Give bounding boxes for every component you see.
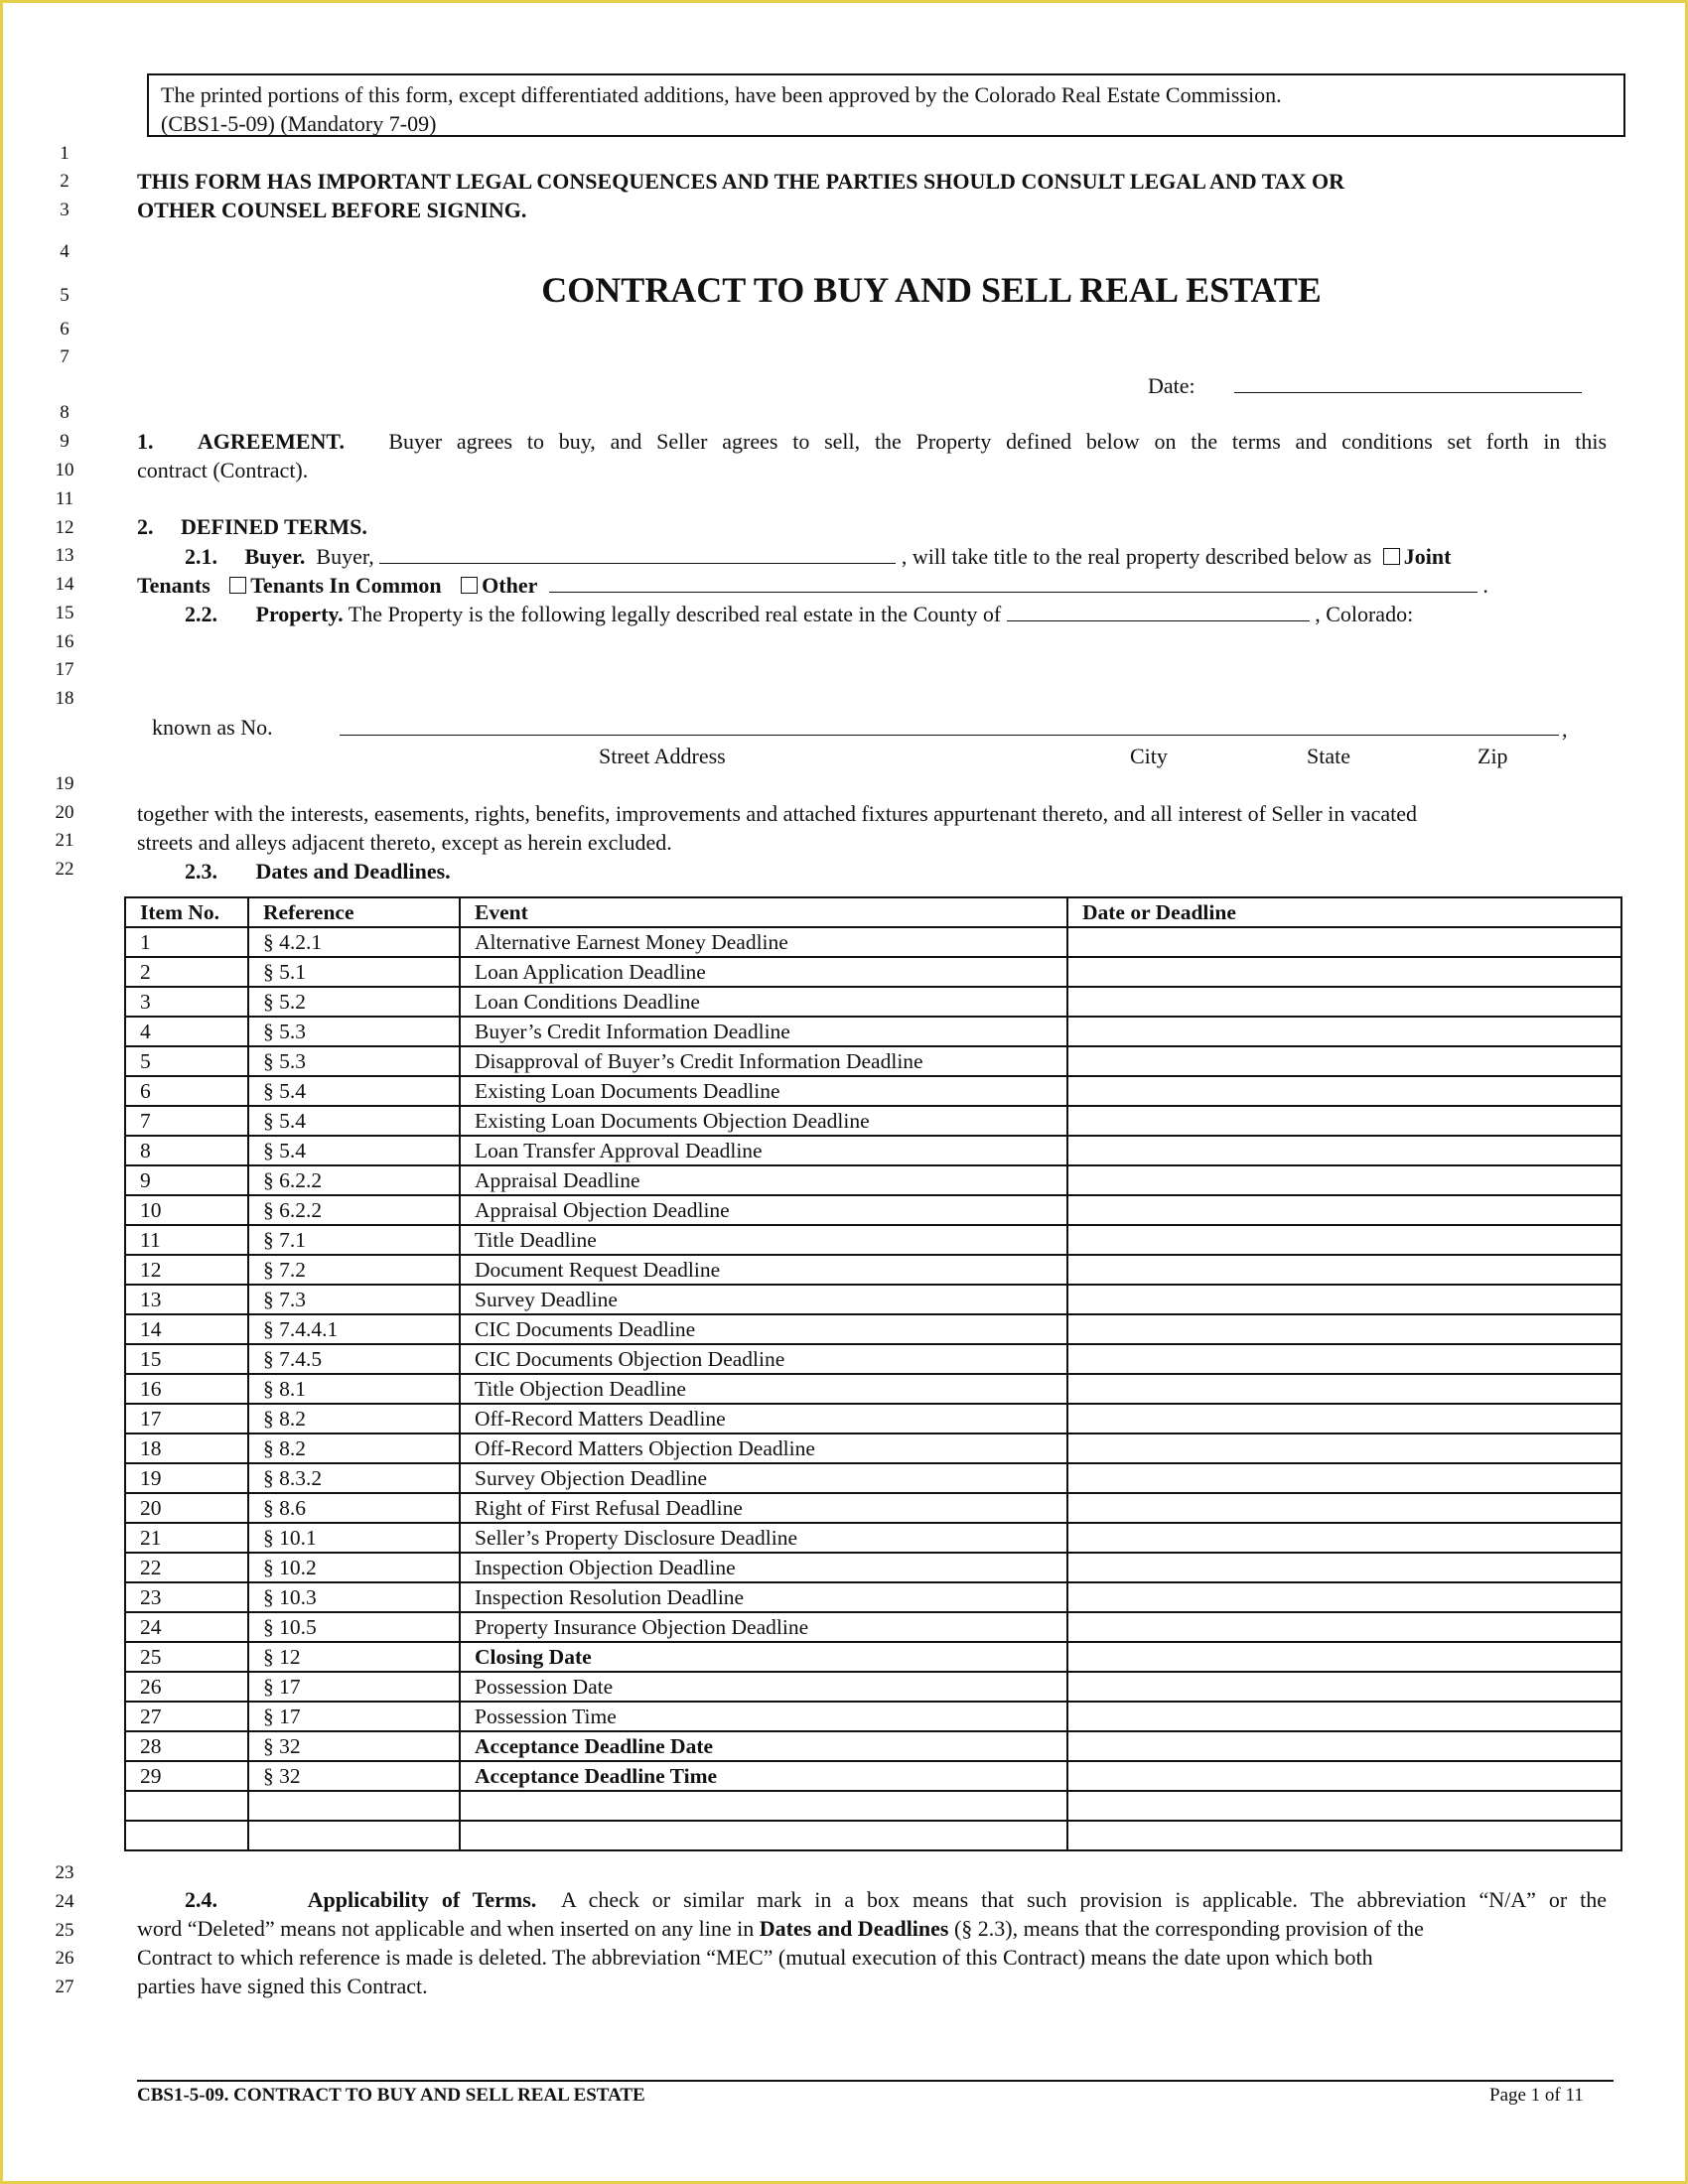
date-deadline-cell[interactable] bbox=[1067, 1136, 1621, 1165]
item-no-cell: 27 bbox=[125, 1702, 248, 1731]
date-deadline-cell[interactable] bbox=[1067, 1821, 1621, 1850]
table-row bbox=[125, 1463, 1621, 1493]
section24-line4: parties have signed this Contract. bbox=[137, 1974, 428, 1998]
item-no-cell: 26 bbox=[125, 1672, 248, 1702]
line-number: 15 bbox=[55, 603, 74, 623]
date-deadline-cell[interactable] bbox=[1067, 1761, 1621, 1791]
reference-cell: § 7.4.5 bbox=[248, 1344, 460, 1374]
document-title: CONTRACT TO BUY AND SELL REAL ESTATE bbox=[541, 270, 1322, 310]
event-cell: Right of First Refusal Deadline bbox=[460, 1493, 1067, 1523]
footer-page-number: Page 1 of 11 bbox=[1489, 2085, 1584, 2106]
event-cell: Existing Loan Documents Deadline bbox=[460, 1076, 1067, 1106]
line-number: 22 bbox=[55, 859, 74, 880]
item-no-cell: 23 bbox=[125, 1582, 248, 1612]
line-number: 26 bbox=[55, 1948, 74, 1969]
table-header-row bbox=[125, 897, 1621, 927]
section22-line bbox=[185, 599, 1413, 628]
section21-heading: Buyer. bbox=[244, 544, 306, 569]
date-deadline-cell[interactable] bbox=[1067, 1195, 1621, 1225]
date-deadline-cell[interactable] bbox=[1067, 1463, 1621, 1493]
reference-cell: § 5.4 bbox=[248, 1106, 460, 1136]
reference-cell: § 5.2 bbox=[248, 987, 460, 1017]
legal-warning-line2: OTHER COUNSEL BEFORE SIGNING. bbox=[137, 198, 527, 222]
item-no-cell: 2 bbox=[125, 957, 248, 987]
line-number: 3 bbox=[60, 200, 70, 220]
table-row bbox=[125, 1195, 1621, 1225]
address-comma: , bbox=[1562, 717, 1568, 742]
table-row bbox=[125, 1761, 1621, 1791]
event-cell: Appraisal Deadline bbox=[460, 1165, 1067, 1195]
line-number: 9 bbox=[60, 431, 70, 452]
table-row bbox=[125, 1255, 1621, 1285]
tenants-in-common-label: Tenants In Common bbox=[250, 573, 442, 598]
line-number: 12 bbox=[55, 517, 74, 538]
table-row bbox=[125, 1672, 1621, 1702]
other-tenancy-line[interactable] bbox=[549, 570, 1477, 593]
reference-cell: § 5.4 bbox=[248, 1136, 460, 1165]
item-no-cell: 3 bbox=[125, 987, 248, 1017]
event-cell: CIC Documents Deadline bbox=[460, 1314, 1067, 1344]
line-number: 19 bbox=[55, 773, 74, 794]
item-no-cell: 29 bbox=[125, 1761, 248, 1791]
event-cell bbox=[460, 1791, 1067, 1821]
section24-text2a: word “Deleted” means not applicable and when inserted on any line in bbox=[137, 1916, 755, 1941]
table-row bbox=[125, 1225, 1621, 1255]
line-number: 24 bbox=[55, 1891, 74, 1912]
event-cell bbox=[460, 1821, 1067, 1850]
street-address-line[interactable] bbox=[340, 735, 1559, 736]
line-number: 17 bbox=[55, 659, 74, 680]
date-deadline-cell[interactable] bbox=[1067, 1106, 1621, 1136]
section21-line1 bbox=[185, 541, 1607, 571]
buyer-name-line[interactable] bbox=[379, 541, 896, 564]
joint-label: Joint bbox=[1403, 544, 1452, 569]
line-number: 11 bbox=[55, 488, 74, 509]
section1-heading: AGREEMENT. bbox=[197, 429, 345, 454]
date-deadline-cell[interactable] bbox=[1067, 1344, 1621, 1374]
table-row bbox=[125, 1106, 1621, 1136]
reference-cell: § 6.2.2 bbox=[248, 1165, 460, 1195]
line-number: 8 bbox=[60, 402, 70, 423]
date-deadline-cell[interactable] bbox=[1067, 1612, 1621, 1642]
table-row bbox=[125, 957, 1621, 987]
item-no-cell: 16 bbox=[125, 1374, 248, 1404]
date-deadline-cell[interactable] bbox=[1067, 1076, 1621, 1106]
line-number: 6 bbox=[60, 319, 70, 340]
table-row bbox=[125, 927, 1621, 957]
event-cell: Document Request Deadline bbox=[460, 1255, 1067, 1285]
section21-number: 2.1. bbox=[185, 544, 217, 569]
table-row bbox=[125, 1821, 1621, 1850]
event-cell: Inspection Resolution Deadline bbox=[460, 1582, 1067, 1612]
header-event: Event bbox=[460, 897, 1067, 927]
section24-text2c: (§ 2.3), means that the corresponding provision of the bbox=[953, 1916, 1424, 1941]
date-deadline-cell[interactable] bbox=[1067, 957, 1621, 987]
item-no-cell: 15 bbox=[125, 1344, 248, 1374]
reference-cell: § 10.1 bbox=[248, 1523, 460, 1553]
date-deadline-cell[interactable] bbox=[1067, 1523, 1621, 1553]
section21-line2: Tenants Tenants In Common Other . bbox=[137, 570, 1488, 600]
event-cell: Existing Loan Documents Objection Deadline bbox=[460, 1106, 1067, 1136]
item-no-cell: 10 bbox=[125, 1195, 248, 1225]
reference-cell: § 8.2 bbox=[248, 1433, 460, 1463]
item-no-cell: 28 bbox=[125, 1731, 248, 1761]
item-no-cell: 19 bbox=[125, 1463, 248, 1493]
reference-cell: § 5.3 bbox=[248, 1046, 460, 1076]
item-no-cell bbox=[125, 1791, 248, 1821]
item-no-cell: 13 bbox=[125, 1285, 248, 1314]
event-cell: Loan Conditions Deadline bbox=[460, 987, 1067, 1017]
section21-buyer-label: Buyer, bbox=[316, 544, 374, 569]
line-number: 27 bbox=[55, 1977, 74, 1997]
reference-cell: § 32 bbox=[248, 1761, 460, 1791]
section2-title: DEFINED TERMS. bbox=[181, 514, 367, 539]
together-line1: together with the interests, easements, rights, benefits, improvements and attached fixtures appurtenant thereto, and all interest of Seller in vacated bbox=[137, 801, 1418, 826]
table-row bbox=[125, 1404, 1621, 1433]
event-cell: Title Objection Deadline bbox=[460, 1374, 1067, 1404]
event-cell: Seller’s Property Disclosure Deadline bbox=[460, 1523, 1067, 1553]
event-cell: Loan Transfer Approval Deadline bbox=[460, 1136, 1067, 1165]
line-number: 18 bbox=[55, 688, 74, 709]
table-row bbox=[125, 1046, 1621, 1076]
table-row bbox=[125, 1493, 1621, 1523]
section24-line2 bbox=[137, 1914, 1607, 1943]
section24-line3: Contract to which reference is made is deleted. The abbreviation “MEC” (mutual execution of this Contract) means the date upon which both bbox=[137, 1945, 1373, 1970]
date-deadline-cell[interactable] bbox=[1067, 1791, 1621, 1821]
line-number: 20 bbox=[55, 802, 74, 823]
reference-cell: § 7.1 bbox=[248, 1225, 460, 1255]
line-number: 10 bbox=[55, 460, 74, 480]
item-no-cell: 1 bbox=[125, 927, 248, 957]
reference-cell bbox=[248, 1821, 460, 1850]
date-label: Date: bbox=[1148, 373, 1196, 398]
line-number: 13 bbox=[55, 545, 74, 566]
event-cell: Possession Time bbox=[460, 1702, 1067, 1731]
state-caption: State bbox=[1307, 744, 1350, 768]
event-cell: Survey Objection Deadline bbox=[460, 1463, 1067, 1493]
reference-cell: § 10.3 bbox=[248, 1582, 460, 1612]
section23-number: 2.3. bbox=[185, 859, 217, 884]
header-date-deadline: Date or Deadline bbox=[1067, 897, 1621, 927]
reference-cell: § 7.2 bbox=[248, 1255, 460, 1285]
date-deadline-cell[interactable] bbox=[1067, 1672, 1621, 1702]
section2-heading bbox=[137, 512, 367, 541]
date-field bbox=[1148, 370, 1582, 400]
date-deadline-cell[interactable] bbox=[1067, 1642, 1621, 1672]
table-row bbox=[125, 1285, 1621, 1314]
line-number: 16 bbox=[55, 631, 74, 652]
event-cell: Survey Deadline bbox=[460, 1285, 1067, 1314]
date-deadline-cell[interactable] bbox=[1067, 1165, 1621, 1195]
table-row bbox=[125, 1374, 1621, 1404]
reference-cell: § 5.3 bbox=[248, 1017, 460, 1046]
reference-cell: § 10.2 bbox=[248, 1553, 460, 1582]
item-no-cell: 22 bbox=[125, 1553, 248, 1582]
section22-number: 2.2. bbox=[185, 602, 217, 626]
date-deadline-cell[interactable] bbox=[1067, 1255, 1621, 1285]
line-number: 14 bbox=[55, 574, 74, 595]
section2-number: 2. bbox=[137, 514, 154, 539]
section1-number: 1. bbox=[137, 429, 154, 454]
date-deadline-cell[interactable] bbox=[1067, 1493, 1621, 1523]
reference-cell: § 32 bbox=[248, 1731, 460, 1761]
section23-heading bbox=[185, 857, 451, 886]
event-cell: Property Insurance Objection Deadline bbox=[460, 1612, 1067, 1642]
event-cell: Disapproval of Buyer’s Credit Information Deadline bbox=[460, 1046, 1067, 1076]
reference-cell: § 8.2 bbox=[248, 1404, 460, 1433]
street-address-caption: Street Address bbox=[599, 744, 726, 768]
date-deadline-cell[interactable] bbox=[1067, 1314, 1621, 1344]
event-cell: Appraisal Objection Deadline bbox=[460, 1195, 1067, 1225]
item-no-cell: 17 bbox=[125, 1404, 248, 1433]
event-cell: Acceptance Deadline Date bbox=[460, 1731, 1067, 1761]
table-row bbox=[125, 1791, 1621, 1821]
date-deadline-cell[interactable] bbox=[1067, 1017, 1621, 1046]
table-row bbox=[125, 1314, 1621, 1344]
item-no-cell: 5 bbox=[125, 1046, 248, 1076]
date-deadline-cell[interactable] bbox=[1067, 1285, 1621, 1314]
line-number: 23 bbox=[55, 1862, 74, 1883]
table-row bbox=[125, 987, 1621, 1017]
event-cell: Closing Date bbox=[460, 1642, 1067, 1672]
other-checkbox[interactable] bbox=[461, 577, 478, 594]
table-row bbox=[125, 1731, 1621, 1761]
event-cell: Alternative Earnest Money Deadline bbox=[460, 927, 1067, 957]
section1-line1 bbox=[137, 427, 1607, 456]
section22-heading: Property. bbox=[255, 602, 344, 626]
item-no-cell: 4 bbox=[125, 1017, 248, 1046]
date-deadline-cell[interactable] bbox=[1067, 927, 1621, 957]
table-row bbox=[125, 1523, 1621, 1553]
reference-cell bbox=[248, 1791, 460, 1821]
section23-title: Dates and Deadlines. bbox=[255, 859, 451, 884]
other-label: Other bbox=[482, 573, 538, 598]
section24-text2b: Dates and Deadlines bbox=[759, 1916, 949, 1941]
line-number: 1 bbox=[60, 143, 70, 164]
item-no-cell: 9 bbox=[125, 1165, 248, 1195]
header-reference: Reference bbox=[248, 897, 460, 927]
date-deadline-cell[interactable] bbox=[1067, 1553, 1621, 1582]
date-deadline-cell[interactable] bbox=[1067, 987, 1621, 1017]
line-number: 4 bbox=[60, 241, 70, 262]
zip-caption: Zip bbox=[1477, 744, 1508, 768]
section1-line2: contract (Contract). bbox=[137, 458, 309, 482]
county-line[interactable] bbox=[1007, 599, 1310, 621]
section24-line1 bbox=[185, 1885, 1607, 1914]
date-deadline-cell[interactable] bbox=[1067, 1404, 1621, 1433]
date-deadline-cell[interactable] bbox=[1067, 1582, 1621, 1612]
line-number: 21 bbox=[55, 830, 74, 851]
line-number: 25 bbox=[55, 1920, 74, 1941]
section24-text1: A check or similar mark in a box means that such provision is applicable. The abbreviation “N/A” or the bbox=[560, 1887, 1608, 1912]
table-row bbox=[125, 1136, 1621, 1165]
table-row bbox=[125, 1553, 1621, 1582]
table-row bbox=[125, 1344, 1621, 1374]
event-cell: Possession Date bbox=[460, 1672, 1067, 1702]
event-cell: Off-Record Matters Objection Deadline bbox=[460, 1433, 1067, 1463]
reference-cell: § 8.3.2 bbox=[248, 1463, 460, 1493]
line-number: 2 bbox=[60, 171, 70, 192]
date-deadline-cell[interactable] bbox=[1067, 1374, 1621, 1404]
reference-cell: § 8.6 bbox=[248, 1493, 460, 1523]
table-row bbox=[125, 1433, 1621, 1463]
legal-warning bbox=[137, 167, 1607, 224]
item-no-cell: 11 bbox=[125, 1225, 248, 1255]
item-no-cell: 18 bbox=[125, 1433, 248, 1463]
table-row bbox=[125, 1702, 1621, 1731]
date-deadline-cell[interactable] bbox=[1067, 1702, 1621, 1731]
together-line2: streets and alleys adjacent thereto, except as herein excluded. bbox=[137, 830, 672, 855]
approval-notice-box bbox=[147, 73, 1625, 137]
item-no-cell bbox=[125, 1821, 248, 1850]
section1-text: Buyer agrees to buy, and Seller agrees to sell, the Property defined below on the terms and conditions set forth in this bbox=[388, 429, 1608, 454]
dates-deadlines-table bbox=[124, 896, 1622, 1851]
tenants-in-common-checkbox[interactable] bbox=[229, 577, 246, 594]
reference-cell: § 4.2.1 bbox=[248, 927, 460, 957]
line-number: 5 bbox=[60, 285, 70, 306]
item-no-cell: 21 bbox=[125, 1523, 248, 1553]
table-row bbox=[125, 1582, 1621, 1612]
section24-heading: Applicability of Terms. bbox=[307, 1887, 537, 1912]
event-cell: Off-Record Matters Deadline bbox=[460, 1404, 1067, 1433]
known-as-label: known as No. bbox=[152, 715, 273, 740]
item-no-cell: 20 bbox=[125, 1493, 248, 1523]
legal-warning-line1: THIS FORM HAS IMPORTANT LEGAL CONSEQUENCES AND THE PARTIES SHOULD CONSULT LEGAL AND TAX OR bbox=[137, 169, 1345, 194]
date-deadline-cell[interactable] bbox=[1067, 1225, 1621, 1255]
section22-text: The Property is the following legally described real estate in the County of bbox=[348, 602, 1002, 626]
event-cell: Acceptance Deadline Time bbox=[460, 1761, 1067, 1791]
item-no-cell: 24 bbox=[125, 1612, 248, 1642]
table-row bbox=[125, 1612, 1621, 1642]
date-input-line[interactable] bbox=[1234, 370, 1582, 393]
table-row bbox=[125, 1076, 1621, 1106]
reference-cell: § 10.5 bbox=[248, 1612, 460, 1642]
reference-cell: § 8.1 bbox=[248, 1374, 460, 1404]
date-deadline-cell[interactable] bbox=[1067, 1433, 1621, 1463]
section22-colorado: , Colorado: bbox=[1315, 602, 1414, 626]
table-row bbox=[125, 1017, 1621, 1046]
item-no-cell: 14 bbox=[125, 1314, 248, 1344]
reference-cell: § 7.4.4.1 bbox=[248, 1314, 460, 1344]
item-no-cell: 6 bbox=[125, 1076, 248, 1106]
line-number: 7 bbox=[60, 346, 70, 367]
section21-title-text: , will take title to the real property described below as bbox=[901, 544, 1372, 569]
event-cell: Buyer’s Credit Information Deadline bbox=[460, 1017, 1067, 1046]
section24-number: 2.4. bbox=[185, 1887, 217, 1912]
item-no-cell: 8 bbox=[125, 1136, 248, 1165]
item-no-cell: 7 bbox=[125, 1106, 248, 1136]
header-item-no: Item No. bbox=[125, 897, 248, 927]
event-cell: CIC Documents Objection Deadline bbox=[460, 1344, 1067, 1374]
footer-rule bbox=[137, 2080, 1614, 2082]
reference-cell: § 7.3 bbox=[248, 1285, 460, 1314]
reference-cell: § 6.2.2 bbox=[248, 1195, 460, 1225]
city-caption: City bbox=[1130, 744, 1168, 768]
date-deadline-cell[interactable] bbox=[1067, 1046, 1621, 1076]
date-deadline-cell[interactable] bbox=[1067, 1731, 1621, 1761]
table-row bbox=[125, 1642, 1621, 1672]
item-no-cell: 25 bbox=[125, 1642, 248, 1672]
event-cell: Title Deadline bbox=[460, 1225, 1067, 1255]
reference-cell: § 17 bbox=[248, 1702, 460, 1731]
footer-form-title: CBS1-5-09. CONTRACT TO BUY AND SELL REAL ESTATE bbox=[137, 2085, 645, 2106]
tenants-label: Tenants bbox=[137, 573, 211, 598]
form-code-line: (CBS1-5-09) (Mandatory 7-09) bbox=[161, 111, 437, 136]
reference-cell: § 17 bbox=[248, 1672, 460, 1702]
reference-cell: § 5.1 bbox=[248, 957, 460, 987]
approval-notice-line1: The printed portions of this form, except differentiated additions, have been approved by the Colorado Real Estate Commission. bbox=[161, 82, 1282, 107]
joint-tenants-checkbox[interactable] bbox=[1383, 548, 1400, 565]
reference-cell: § 12 bbox=[248, 1642, 460, 1672]
reference-cell: § 5.4 bbox=[248, 1076, 460, 1106]
table-row bbox=[125, 1165, 1621, 1195]
item-no-cell: 12 bbox=[125, 1255, 248, 1285]
event-cell: Inspection Objection Deadline bbox=[460, 1553, 1067, 1582]
event-cell: Loan Application Deadline bbox=[460, 957, 1067, 987]
